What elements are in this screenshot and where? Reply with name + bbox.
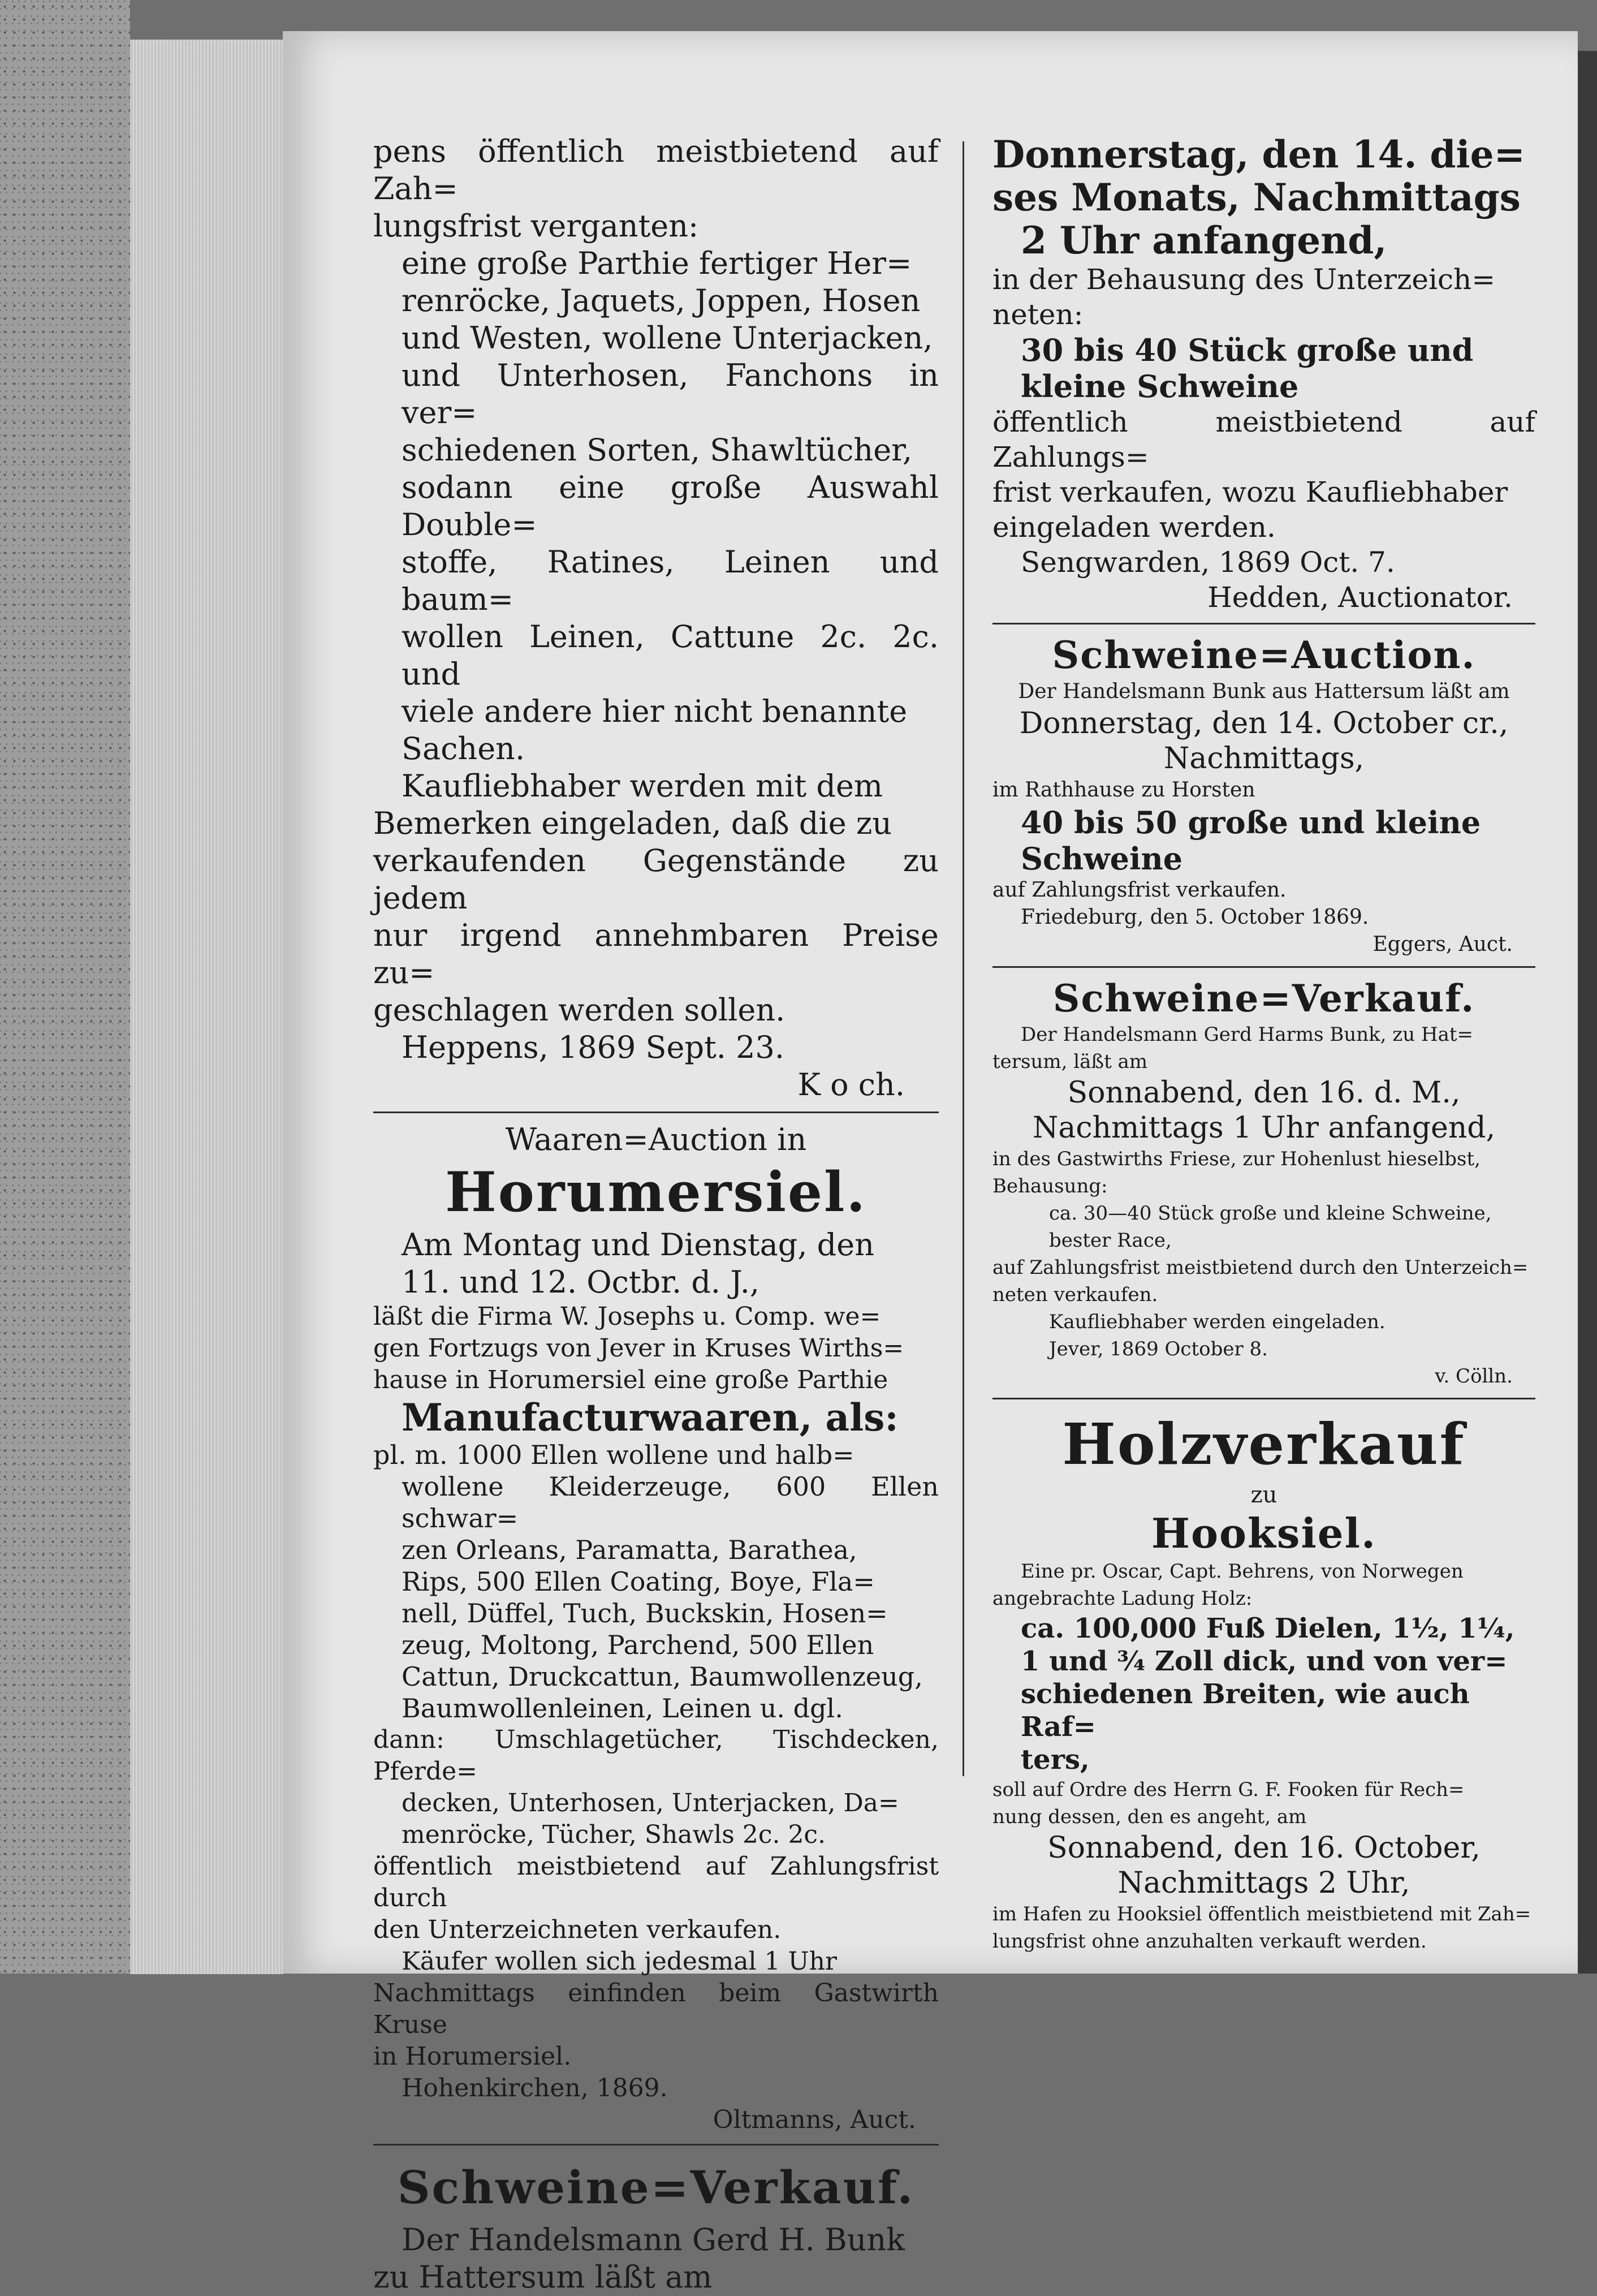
text-line: Nachmittags einfinden beim Gastwirth Kruse bbox=[373, 1979, 939, 2039]
signature: K o ch. bbox=[797, 1067, 905, 1102]
text-line: Donnerstag, den 14. die= bbox=[992, 132, 1525, 176]
text-line: schiedenen Sorten, Shawltücher, bbox=[402, 432, 913, 468]
place-date: Jever, 1869 October 8. bbox=[1049, 1338, 1268, 1360]
ad-title: Schweine=Verkauf. bbox=[1052, 976, 1475, 1020]
text-line: sodann eine große Auswahl Double= bbox=[402, 469, 939, 542]
text-line: ses Monats, Nachmittags bbox=[992, 175, 1521, 219]
place-date: Friedeburg, den 5. October 1869. bbox=[1021, 906, 1369, 929]
page-stack-edge bbox=[130, 40, 283, 1974]
ad-title-place: Hooksiel. bbox=[1151, 1509, 1377, 1557]
text-line: Kaufliebhaber werden mit dem bbox=[402, 768, 883, 804]
section-rule bbox=[992, 1398, 1535, 1399]
text-line: im Hafen zu Hooksiel öffentlich meistbietend mit Zah= bbox=[992, 1903, 1531, 1925]
ad-title: Holzverkauf bbox=[1062, 1411, 1466, 1477]
text-line: ca. 100,000 Fuß Dielen, 1½, 1¼, bbox=[1021, 1613, 1515, 1644]
text-line: dann: Umschlagetücher, Tischdecken, Pferde= bbox=[373, 1725, 939, 1786]
text-line: frist verkaufen, wozu Kaufliebhaber bbox=[992, 476, 1508, 509]
text-line: bester Race, bbox=[1049, 1229, 1172, 1252]
ad-title: Schweine=Verkauf. bbox=[397, 2161, 915, 2214]
text-line: kleine Schweine bbox=[1021, 368, 1299, 404]
text-line: pens öffentlich meistbietend auf Zah= bbox=[373, 133, 939, 206]
text-line: Sachen. bbox=[402, 731, 525, 766]
text-line: eingeladen werden. bbox=[992, 511, 1276, 544]
book-cover-edge bbox=[0, 0, 130, 1974]
place-date: Hohenkirchen, 1869. bbox=[402, 2074, 668, 2103]
text-line: nur irgend annehmbaren Preise zu= bbox=[373, 917, 939, 990]
section-rule bbox=[992, 966, 1535, 968]
text-line: schiedenen Breiten, wie auch Raf= bbox=[1021, 1678, 1470, 1743]
column-divider bbox=[962, 141, 964, 1776]
text-line: decken, Unterhosen, Unterjacken, Da= bbox=[402, 1789, 899, 1817]
section-rule bbox=[373, 1112, 939, 1113]
place-date: Heppens, 1869 Sept. 23. bbox=[402, 1029, 784, 1065]
goods-title: Manufacturwaaren, als: bbox=[402, 1395, 899, 1440]
text-line: auf Zahlungsfrist meistbietend durch den Unterzeich= bbox=[992, 1256, 1529, 1279]
text-line: den Unterzeichneten verkaufen. bbox=[373, 1915, 782, 1944]
text-line: und Unterhosen, Fanchons in ver= bbox=[402, 357, 939, 430]
text-line: Der Handelsmann Gerd Harms Bunk, zu Hat= bbox=[1021, 1023, 1474, 1046]
text-line: Nachmittags, bbox=[1163, 742, 1365, 776]
section-rule bbox=[992, 623, 1535, 624]
binding-shadow bbox=[1578, 51, 1597, 1974]
text-line: hause in Horumersiel eine große Parthie bbox=[373, 1365, 888, 1394]
ad-title-place: Horumersiel. bbox=[445, 1160, 867, 1224]
text-line: 2 Uhr anfangend, bbox=[1021, 218, 1387, 262]
signature: Eggers, Auct. bbox=[1372, 933, 1513, 956]
text-line: viele andere hier nicht benannte bbox=[402, 693, 908, 729]
text-line: 1 und ¾ Zoll dick, und von ver= bbox=[1021, 1645, 1508, 1677]
text-line: Nachmittags 1 Uhr anfangend, bbox=[1032, 1111, 1496, 1145]
text-line: nung dessen, den es angeht, am bbox=[992, 1806, 1307, 1828]
text-line: Bemerken eingeladen, daß die zu bbox=[373, 805, 892, 841]
text-line: im Rathhause zu Horsten bbox=[992, 778, 1255, 802]
signature: Oltmanns, Auct. bbox=[713, 2105, 916, 2134]
text-line: und Westen, wollene Unterjacken, bbox=[402, 320, 933, 356]
ad-title: Waaren=Auction in bbox=[505, 1122, 807, 1157]
text-line: zeug, Moltong, Parchend, 500 Ellen bbox=[402, 1630, 874, 1660]
text-line: ters, bbox=[1021, 1744, 1090, 1776]
text-line: 11. und 12. Octbr. d. J., bbox=[402, 1264, 760, 1300]
text-line: geschlagen werden sollen. bbox=[373, 992, 785, 1028]
text-line: nell, Düffel, Tuch, Buckskin, Hosen= bbox=[402, 1598, 888, 1629]
text-line: Der Handelsmann Bunk aus Hattersum läßt am bbox=[1018, 680, 1510, 703]
text-line: 40 bis 50 große und kleine bbox=[1021, 804, 1481, 841]
text-line: zu Hattersum läßt am bbox=[373, 2259, 713, 2295]
text-line: in des Gastwirths Friese, zur Hohenlust hieselbst, bbox=[992, 1148, 1481, 1170]
text-line: neten verkaufen. bbox=[992, 1283, 1158, 1306]
text-line: Cattun, Druckcattun, Baumwollenzeug, bbox=[402, 1661, 923, 1692]
text-line: soll auf Ordre des Herrn G. F. Fooken für Rech= bbox=[992, 1778, 1465, 1801]
text-line: Käufer wollen sich jedesmal 1 Uhr bbox=[402, 1947, 837, 1976]
text-line: auf Zahlungsfrist verkaufen. bbox=[992, 878, 1287, 902]
text-line: lungsfrist verganten: bbox=[373, 208, 699, 244]
text-line: eine große Parthie fertiger Her= bbox=[402, 245, 912, 281]
text-line: stoffe, Ratines, Leinen und baum= bbox=[402, 544, 939, 617]
text-line: Kaufliebhaber werden eingeladen. bbox=[1049, 1311, 1385, 1333]
text-line: Eine pr. Oscar, Capt. Behrens, von Norwegen bbox=[1021, 1560, 1464, 1583]
text-line: läßt die Firma W. Josephs u. Comp. we= bbox=[373, 1302, 881, 1331]
text-line: Baumwollenleinen, Leinen u. dgl. bbox=[402, 1693, 843, 1724]
text-line: gen Fortzugs von Jever in Kruses Wirths= bbox=[373, 1334, 904, 1363]
text-line: pl. m. 1000 Ellen wollene und halb= bbox=[373, 1440, 854, 1470]
text-line: neten: bbox=[992, 298, 1084, 331]
text-line: wollen Leinen, Cattune 2c. 2c. und bbox=[402, 619, 939, 692]
text-line: in Horumersiel. bbox=[373, 2042, 572, 2071]
text-line: öffentlich meistbietend auf Zahlungs= bbox=[992, 406, 1535, 473]
text-line: menröcke, Tücher, Shawls 2c. 2c. bbox=[402, 1820, 826, 1849]
text-line: Am Montag und Dienstag, den bbox=[402, 1227, 874, 1263]
text-line: Der Handelsmann Gerd H. Bunk bbox=[402, 2222, 905, 2258]
text-line: öffentlich meistbietend auf Zahlungsfrist durch bbox=[373, 1852, 939, 1912]
text-line: angebrachte Ladung Holz: bbox=[992, 1587, 1253, 1610]
text-line: Nachmittags 2 Uhr, bbox=[1117, 1866, 1410, 1900]
text-line: Sonnabend, den 16. d. M., bbox=[1067, 1076, 1461, 1110]
text-line: lungsfrist ohne anzuhalten verkauft werden. bbox=[992, 1930, 1427, 1953]
signature: Hedden, Auctionator. bbox=[1207, 581, 1513, 614]
text-line: wollene Kleiderzeuge, 600 Ellen schwar= bbox=[402, 1471, 939, 1533]
section-rule bbox=[373, 2144, 939, 2146]
text-line: tersum, läßt am bbox=[992, 1050, 1148, 1073]
right-column bbox=[992, 133, 1535, 1955]
text-line: Sonnabend, den 16. October, bbox=[1047, 1831, 1481, 1865]
place-date: Sengwarden, 1869 Oct. 7. bbox=[1021, 546, 1395, 579]
text-line: ca. 30—40 Stück große und kleine Schweine, bbox=[1049, 1202, 1492, 1225]
ad-title: Schweine=Auction. bbox=[1052, 633, 1476, 677]
text-line: zu bbox=[1250, 1482, 1277, 1508]
text-line: Behausung: bbox=[992, 1175, 1108, 1197]
text-line: Schweine bbox=[1021, 841, 1183, 877]
text-line: verkaufenden Gegenstände zu jedem bbox=[373, 843, 939, 916]
left-column bbox=[373, 133, 939, 2296]
text-line: Rips, 500 Ellen Coating, Boye, Fla= bbox=[402, 1566, 875, 1597]
text-line: zen Orleans, Paramatta, Barathea, bbox=[402, 1535, 857, 1565]
signature: v. Cölln. bbox=[1435, 1365, 1513, 1388]
text-line: renröcke, Jaquets, Joppen, Hosen bbox=[402, 283, 921, 318]
text-line: in der Behausung des Unterzeich= bbox=[992, 263, 1496, 296]
text-line: 30 bis 40 Stück große und bbox=[1021, 332, 1474, 368]
text-line: Donnerstag, den 14. October cr., bbox=[1019, 707, 1509, 740]
